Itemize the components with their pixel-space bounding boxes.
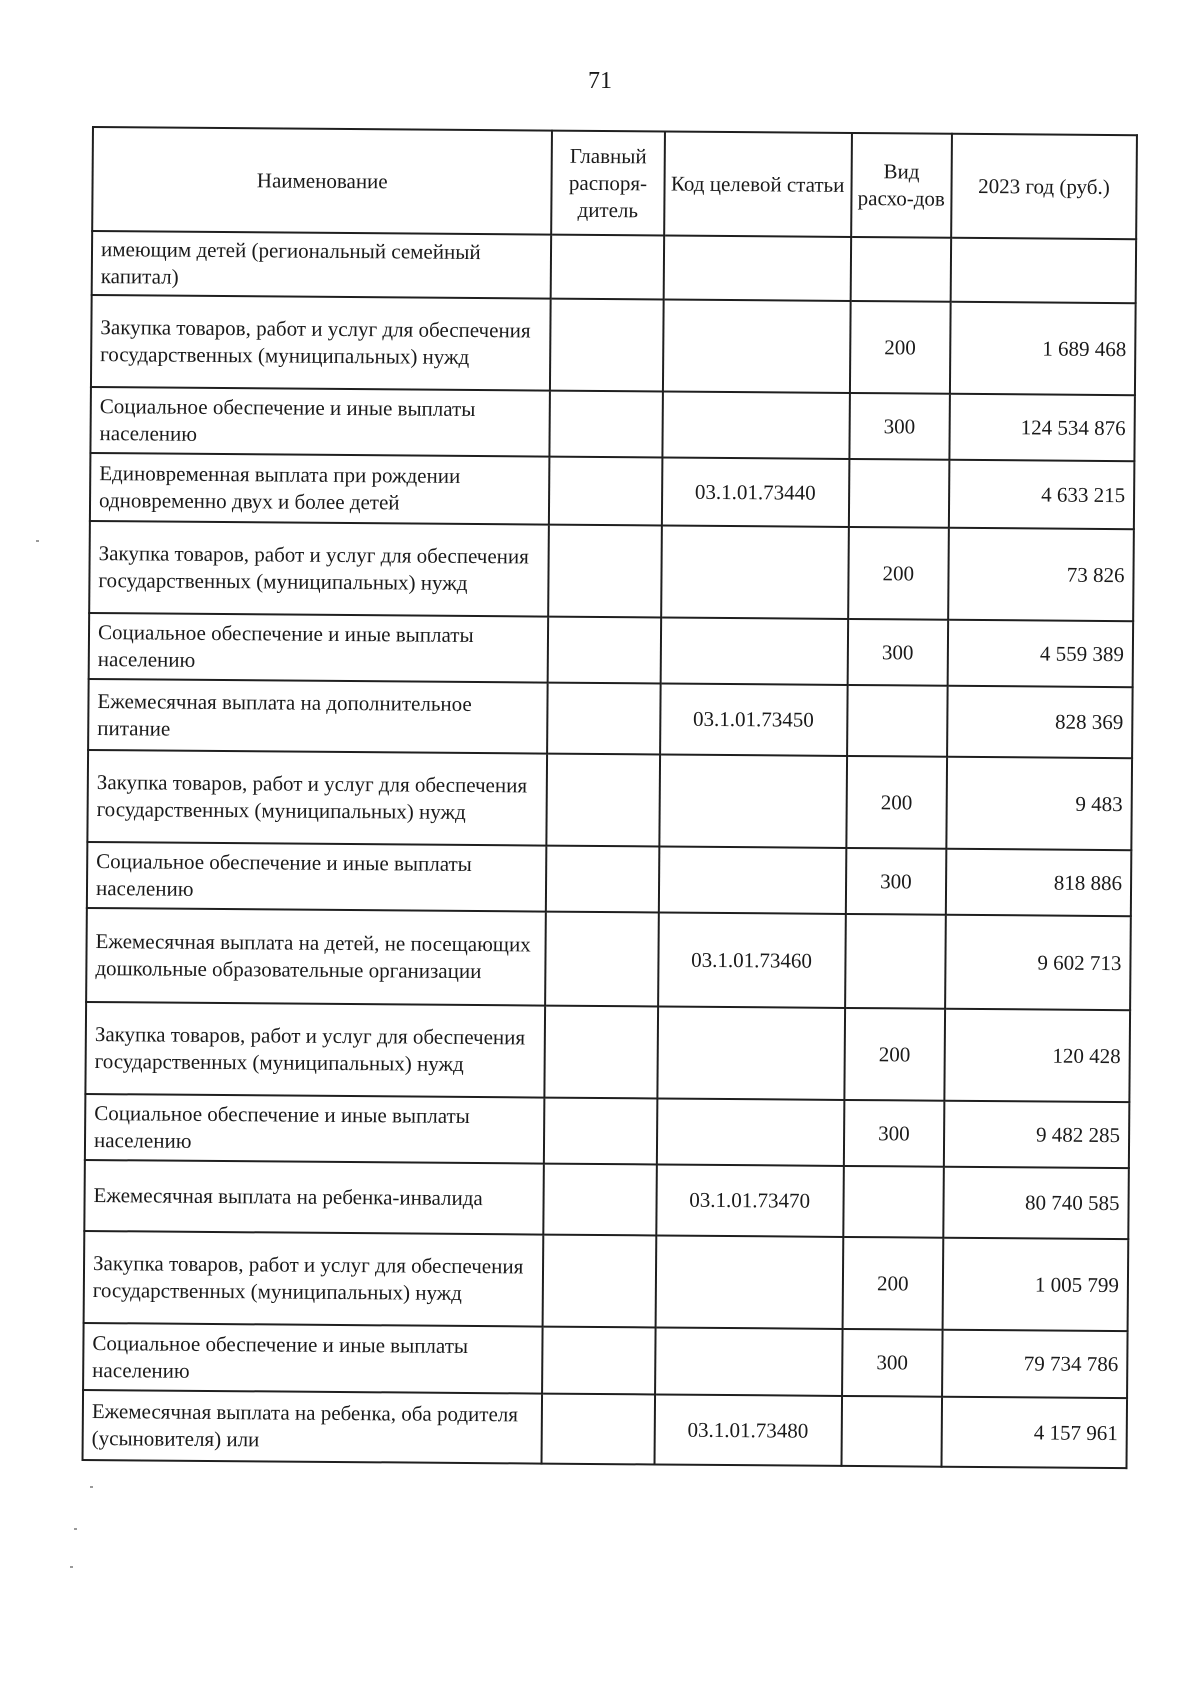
cell-name: Ежемесячная выплата на ребенка, оба родителя (усыновителя) или — [83, 1390, 543, 1464]
cell-amount: 4 559 389 — [948, 620, 1134, 687]
cell-expense-type: 200 — [848, 527, 949, 620]
cell-amount: 9 602 713 — [945, 915, 1131, 1010]
cell-target-code — [658, 846, 846, 913]
cell-expense-type — [849, 459, 950, 528]
cell-amount: 1 005 799 — [942, 1238, 1128, 1331]
cell-target-code: 03.1.01.73460 — [658, 912, 846, 1007]
cell-expense-type: 300 — [849, 393, 950, 460]
cell-amount: 828 369 — [947, 686, 1133, 758]
cell-expense-type — [843, 1166, 944, 1238]
cell-target-code: 03.1.01.73470 — [656, 1164, 844, 1236]
cell-name: Ежемесячная выплата на ребенка-инвалида — [84, 1160, 544, 1235]
cell-target-code — [661, 525, 849, 618]
cell-amount: 79 734 786 — [942, 1330, 1128, 1398]
cell-name: Ежемесячная выплата на детей, не посещающих дошкольные образовательные организации — [86, 908, 546, 1006]
cell-manager — [549, 525, 662, 618]
cell-manager — [544, 1164, 657, 1236]
cell-manager — [546, 846, 659, 913]
cell-target-code — [656, 1098, 844, 1165]
cell-amount: 4 157 961 — [941, 1397, 1127, 1468]
cell-name: Социальное обеспечение и иные выплаты населению — [90, 387, 550, 457]
cell-expense-type — [845, 914, 946, 1009]
budget-table — [82, 126, 1138, 1469]
cell-manager — [542, 1394, 655, 1465]
cell-target-code — [655, 1235, 843, 1328]
cell-target-code — [662, 391, 850, 458]
header-amount: 2023 год (руб.) — [951, 134, 1137, 239]
cell-manager — [551, 235, 664, 300]
cell-amount: 9 483 — [946, 757, 1132, 850]
table-row — [89, 613, 1133, 687]
scan-speck — [70, 1566, 73, 1568]
cell-amount: 4 633 215 — [949, 460, 1135, 529]
cell-expense-type: 200 — [842, 1237, 943, 1330]
cell-manager — [542, 1327, 655, 1395]
header-manager: Главный распоря-дитель — [552, 131, 665, 236]
page-number: 71 — [588, 68, 612, 94]
cell-target-code — [657, 1006, 845, 1099]
cell-expense-type: 200 — [844, 1008, 945, 1101]
table-row — [92, 231, 1136, 303]
cell-amount: 818 886 — [946, 849, 1132, 916]
cell-expense-type: 300 — [842, 1329, 943, 1397]
cell-manager — [548, 617, 661, 684]
cell-expense-type: 200 — [850, 301, 951, 394]
cell-name: Социальное обеспечение и иные выплаты населению — [89, 613, 549, 683]
cell-target-code: 03.1.01.73440 — [661, 457, 849, 526]
cell-target-code — [655, 1327, 843, 1395]
cell-amount — [951, 238, 1137, 303]
table-row — [84, 1231, 1129, 1331]
table-row — [85, 1094, 1129, 1168]
header-expense-type: Вид расхо-дов — [851, 133, 952, 238]
cell-name: Социальное обеспечение и иные выплаты населению — [87, 842, 547, 912]
cell-manager — [543, 1235, 656, 1328]
cell-name: Закупка товаров, работ и услуг для обеспечения государственных (муниципальных) нужд — [85, 1002, 545, 1098]
table-row — [91, 295, 1136, 395]
scan-speck — [90, 1486, 93, 1488]
table-row — [85, 1002, 1130, 1102]
cell-manager — [545, 1006, 658, 1099]
cell-amount: 124 534 876 — [949, 394, 1135, 461]
cell-target-code — [659, 754, 847, 847]
cell-name: Социальное обеспечение и иные выплаты населению — [83, 1323, 543, 1394]
cell-manager — [549, 457, 662, 526]
cell-name: Закупка товаров, работ и услуг для обеспечения государственных (муниципальных) нужд — [89, 521, 549, 617]
table-row — [87, 750, 1132, 850]
table-row — [83, 1390, 1128, 1468]
table-row — [90, 387, 1134, 461]
cell-amount: 73 826 — [948, 528, 1134, 621]
cell-manager — [550, 391, 663, 458]
cell-target-code — [662, 299, 850, 392]
header-name: Наименование — [92, 127, 552, 235]
cell-expense-type — [841, 1396, 942, 1467]
cell-target-code — [660, 617, 848, 684]
cell-name: Ежемесячная выплата на дополнительное питание — [88, 679, 548, 754]
cell-manager — [545, 912, 658, 1007]
cell-amount: 1 689 468 — [950, 302, 1136, 395]
cell-expense-type: 300 — [847, 619, 948, 686]
table-row — [88, 679, 1133, 758]
cell-amount: 120 428 — [944, 1009, 1130, 1102]
cell-name: Закупка товаров, работ и услуг для обеспечения государственных (муниципальных) нужд — [91, 295, 551, 391]
cell-manager — [547, 683, 660, 755]
table-row — [87, 842, 1131, 916]
cell-expense-type: 300 — [846, 848, 947, 915]
cell-name: Единовременная выплата при рождении одновременно двух и более детей — [90, 453, 550, 525]
cell-name: Закупка товаров, работ и услуг для обеспечения государственных (муниципальных) нужд — [87, 750, 547, 846]
header-target-code: Код целевой статьи — [664, 131, 852, 236]
cell-name: имеющим детей (региональный семейный капитал) — [92, 231, 552, 299]
cell-target-code: 03.1.01.73480 — [654, 1394, 842, 1465]
table-header-row — [92, 127, 1137, 239]
table-body — [83, 231, 1137, 1468]
table-row — [89, 521, 1134, 621]
cell-name: Закупка товаров, работ и услуг для обеспечения государственных (муниципальных) нужд — [84, 1231, 544, 1327]
table-row — [90, 453, 1135, 529]
scan-speck — [36, 540, 39, 542]
cell-amount: 80 740 585 — [943, 1167, 1129, 1239]
table-row — [83, 1323, 1127, 1398]
cell-target-code — [663, 235, 851, 300]
cell-target-code: 03.1.01.73450 — [660, 683, 848, 755]
cell-expense-type — [847, 685, 948, 757]
cell-manager — [547, 754, 660, 847]
cell-manager — [544, 1098, 657, 1165]
scan-speck — [74, 1528, 77, 1530]
table-row — [86, 908, 1131, 1010]
table-row — [84, 1160, 1129, 1239]
cell-name: Социальное обеспечение и иные выплаты населению — [85, 1094, 545, 1164]
cell-expense-type: 300 — [844, 1100, 945, 1167]
cell-manager — [550, 299, 663, 392]
cell-expense-type — [850, 237, 951, 302]
cell-expense-type: 200 — [846, 756, 947, 849]
cell-amount: 9 482 285 — [944, 1101, 1130, 1168]
